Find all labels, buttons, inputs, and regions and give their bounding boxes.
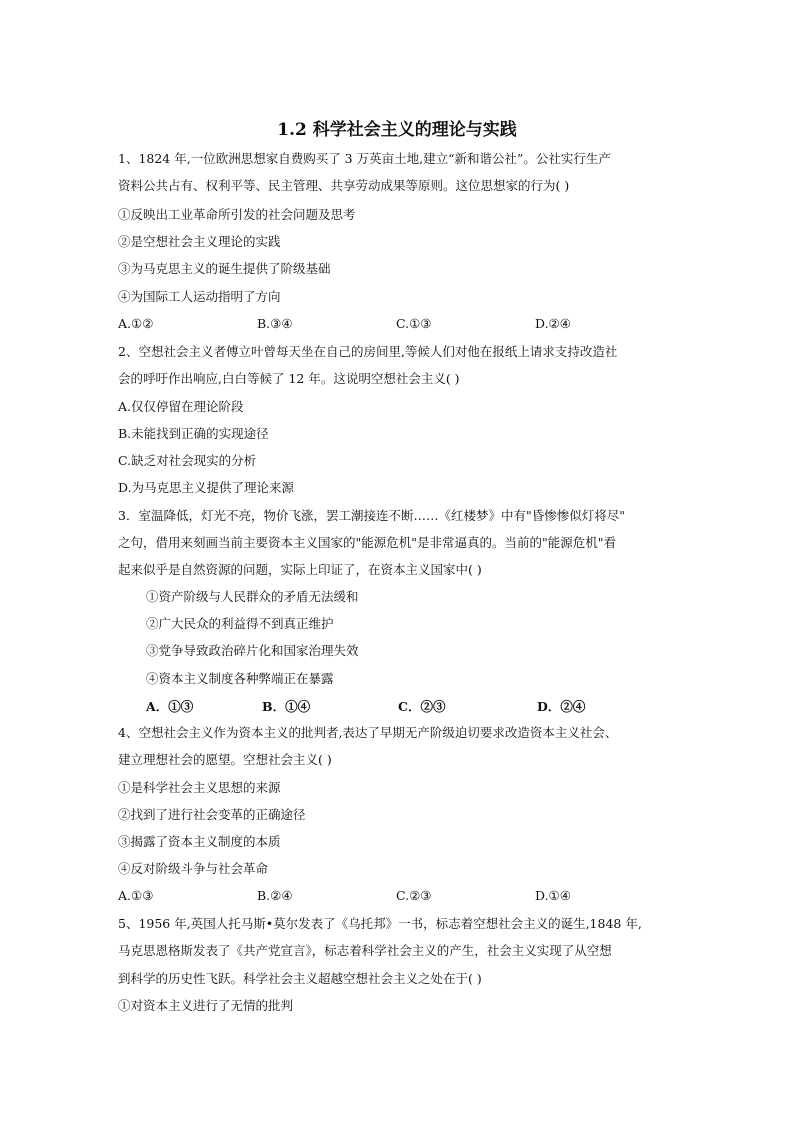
q4-stem-line-1: 4、空想社会主义作为资本主义的批判者,表达了早期无产阶级迫切要求改造资本主义社会、 — [118, 725, 618, 740]
q1-option-d: D.②④ — [535, 316, 571, 331]
q3-stem-line-1: 3．室温降低，灯光不亮，物价飞涨，罢工潮接连不断……《红楼梦》中有"昏惨惨似灯将尽" — [118, 508, 625, 523]
q3-option-a: A．①③ — [146, 699, 194, 714]
q2-option-c: C.缺乏对社会现实的分析 — [118, 453, 257, 468]
q4-item-1: ①是科学社会主义思想的来源 — [118, 780, 281, 795]
q3-option-b: B．①④ — [262, 699, 311, 714]
q5-stem-line-3: 到科学的历史性飞跃。科学社会主义超越空想社会主义之处在于( ) — [118, 971, 482, 986]
q3-option-c: C．②③ — [398, 699, 446, 714]
q2-option-b: B.未能找到正确的实现途径 — [118, 426, 269, 441]
q1-option-c: C.①③ — [396, 316, 432, 331]
q4-item-3: ③揭露了资本主义制度的本质 — [118, 834, 281, 849]
q3-stem-line-2: 之句，借用来刻画当前主要资本主义国家的"能源危机"是非常逼真的。当前的"能源危机"看 — [118, 535, 616, 550]
q2-option-d: D.为马克思主义提供了理论来源 — [118, 480, 295, 495]
q3-option-d: D．②④ — [537, 699, 586, 714]
q5-item-1: ①对资本主义进行了无情的批判 — [118, 998, 294, 1013]
q3-item-2: ②广大民众的利益得不到真正维护 — [146, 616, 334, 631]
q1-item-4: ④为国际工人运动指明了方向 — [118, 289, 281, 304]
q2-stem-line-1: 2、空想社会主义者傅立叶曾每天坐在自己的房间里,等候人们对他在报纸上请求支持改造社 — [118, 344, 618, 359]
q3-item-1: ①资产阶级与人民群众的矛盾无法缓和 — [146, 589, 359, 604]
q1-option-a: A.①② — [118, 316, 154, 331]
q4-option-c: C.②③ — [396, 888, 432, 903]
q3-item-4: ④资本主义制度各种弊端正在暴露 — [146, 671, 334, 686]
q5-stem-line-2: 马克思恩格斯发表了《共产党宣言》，标志着科学社会主义的产生，社会主义实现了从空想 — [118, 943, 612, 958]
q4-item-4: ④反对阶级斗争与社会革命 — [118, 861, 269, 876]
q3-item-3: ③党争导致政治碎片化和国家治理失效 — [146, 643, 359, 658]
q1-item-3: ③为马克思主义的诞生提供了阶级基础 — [118, 261, 331, 276]
q4-option-a: A.①③ — [118, 888, 154, 903]
q1-item-1: ①反映出工业革命所引发的社会问题及思考 — [118, 207, 356, 222]
q4-option-b: B.②④ — [257, 888, 293, 903]
q1-item-2: ②是空想社会主义理论的实践 — [118, 234, 281, 249]
q4-item-2: ②找到了进行社会变革的正确途径 — [118, 807, 306, 822]
q2-option-a: A.仅仅停留在理论阶段 — [118, 399, 244, 414]
q5-stem-line-1: 5、1956 年,英国人托马斯•莫尔发表了《乌托邦》一书，标志着空想社会主义的诞生,1848 年, — [118, 916, 642, 931]
q1-stem-line-1: 1、1824 年,一位欧洲思想家自费购买了 3 万英亩土地,建立“新和谐公社”。公社实行生产 — [118, 151, 611, 166]
q4-option-d: D.①④ — [535, 888, 571, 903]
q3-stem-line-3: 起来似乎是自然资源的问题，实际上印证了，在资本主义国家中( ) — [118, 562, 482, 577]
q1-stem-line-2: 资料公共占有、权利平等、民主管理、共享劳动成果等原则。这位思想家的行为( ) — [118, 178, 570, 193]
q2-stem-line-2: 会的呼吁作出响应,白白等候了 12 年。这说明空想社会主义( ) — [118, 371, 460, 386]
q1-option-b: B.③④ — [257, 316, 293, 331]
q4-stem-line-2: 建立理想社会的愿望。空想社会主义( ) — [118, 752, 332, 767]
page-title: 1.2 科学社会主义的理论与实践 — [277, 120, 517, 140]
